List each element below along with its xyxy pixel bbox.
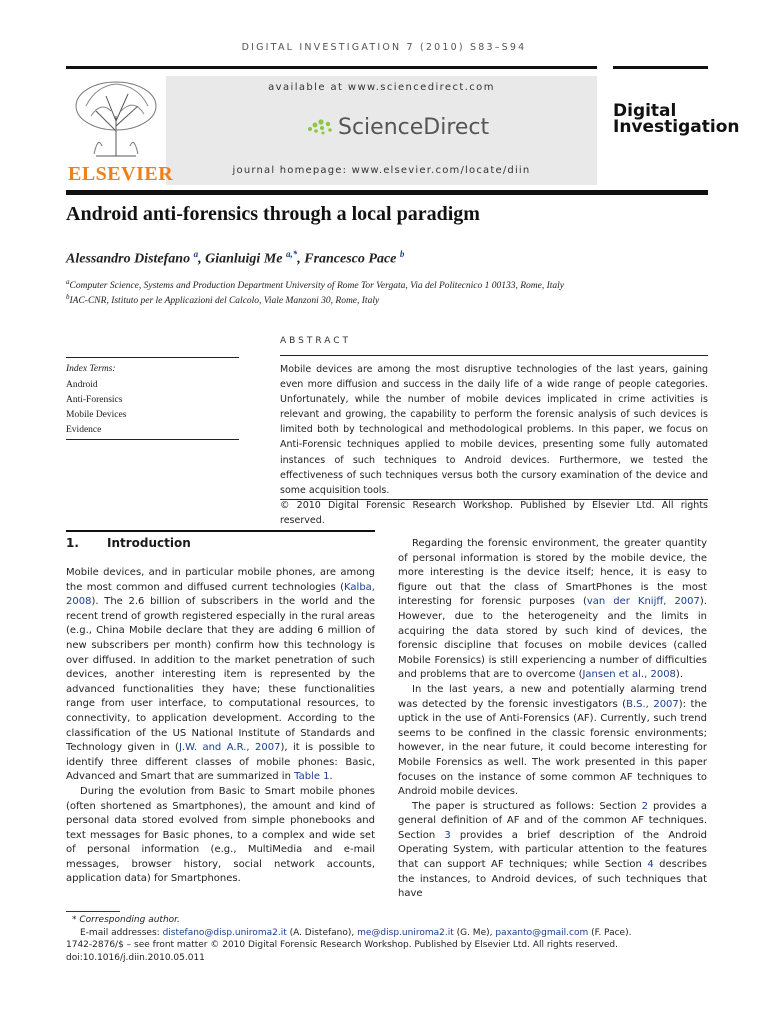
email-link[interactable]: distefano@disp.uniroma2.it bbox=[162, 927, 287, 938]
author-name[interactable]: Gianluigi Me bbox=[205, 251, 283, 267]
citation-link[interactable]: van der Knijff, 2007 bbox=[586, 596, 700, 608]
abstract-heading: ABSTRACT bbox=[280, 336, 352, 346]
author-sup: b bbox=[399, 249, 405, 259]
abstract-bottom-rule bbox=[280, 499, 708, 500]
index-terms-top-rule bbox=[66, 357, 239, 358]
author-name[interactable]: Francesco Pace bbox=[304, 251, 397, 267]
sciencedirect-logo bbox=[306, 115, 489, 140]
header-rule bbox=[66, 190, 708, 195]
top-rule bbox=[66, 66, 597, 69]
citation-link[interactable]: B.S., 2007 bbox=[626, 698, 679, 710]
abstract-body bbox=[280, 362, 708, 528]
footnotes bbox=[66, 914, 706, 964]
paragraph: During the evolution from Basic to Smart mobile phones (often shortened as Smartphones), the amount and kind of personal data stored evolved from simple phonebooks and text messages for Basic phones, to a complex and wide set of personal information (e.g., MultiMedia and e-mail messages, browser history, social network accounts, application data) for Smartphones. bbox=[66, 785, 375, 885]
body-column-left bbox=[66, 566, 375, 887]
elsevier-wordmark: ELSEVIER bbox=[68, 163, 174, 185]
issn-line: 1742-2876/$ – see front matter © 2010 Digital Forensic Research Workshop. Published by Elsevier Ltd. All rights reserved. bbox=[66, 940, 618, 950]
citation-link[interactable]: Kalba, 2008 bbox=[66, 581, 375, 608]
section-rule bbox=[66, 530, 375, 532]
doi-line[interactable]: doi:10.1016/j.diin.2010.05.011 bbox=[66, 952, 205, 963]
corresponding-author-note: * Corresponding author. bbox=[72, 915, 180, 925]
index-term: Android bbox=[66, 380, 98, 390]
section-heading bbox=[66, 536, 191, 550]
footnote-rule bbox=[66, 911, 120, 912]
running-head: DIGITAL INVESTIGATION 7 (2010) S83–S94 bbox=[241, 42, 527, 53]
author-name[interactable]: Alessandro Distefano bbox=[66, 251, 191, 267]
section-title: Introduction bbox=[107, 536, 191, 550]
email-link[interactable]: me@disp.uniroma2.it bbox=[357, 927, 454, 938]
top-rule-right bbox=[613, 66, 708, 69]
email-line: E-mail addresses: distefano@disp.uniroma2.it (A. Distefano), me@disp.uniroma2.it (G. Me), paxanto@gmail.com (F. Pace). bbox=[80, 927, 632, 938]
section-link[interactable]: 3 bbox=[444, 829, 451, 841]
index-terms-heading: Index Terms: bbox=[66, 364, 116, 374]
article-title: Android anti-forensics through a local paradigm bbox=[66, 203, 480, 225]
brand-line-1: Digital bbox=[613, 101, 677, 121]
index-term: Mobile Devices bbox=[66, 410, 127, 420]
index-term: Anti-Forensics bbox=[66, 395, 123, 405]
available-at-link[interactable]: available at www.sciencedirect.com bbox=[268, 82, 495, 93]
sciencedirect-wordmark: ScienceDirect bbox=[338, 115, 490, 140]
section-link[interactable]: 2 bbox=[641, 800, 648, 812]
author-sup: a,* bbox=[285, 249, 298, 259]
author-list: Alessandro Distefano $^a$, Gianluigi Me $^{a,*}$, Francesco Pace $^b$ bbox=[66, 249, 405, 267]
journal-homepage-link[interactable]: journal homepage: www.elsevier.com/locate/diin bbox=[232, 165, 531, 176]
section-link[interactable]: 4 bbox=[647, 859, 654, 871]
abstract-top-rule bbox=[280, 355, 708, 356]
paragraph: In the last years, a new and potentially alarming trend was detected by the forensic investigators (B.S., 2007): the uptick in the use of Anti-Forensics (AF). Currently, such trend seems to be confined in the classic forensic environments; however, in the near future, it could become interesting for Mobile Forensics as well. The work presented in this paper focuses on the instance of some common AF techniques to Android mobile devices. bbox=[398, 683, 707, 798]
author-sup: a bbox=[193, 249, 199, 259]
section-number: 1. bbox=[66, 536, 79, 550]
abstract-paragraph: Mobile devices are among the most disruptive technologies of the last years, gaining even more diffusion and success in the daily life of a wide range of people categories. Unfortunately, while the number of mobile devices implicated in crime activities is relevant and growing, the capability to perform the forensic analysis of such devices is limited both by technological and methodological problems. In this paper, we focus on Anti-Forensic techniques applied to mobile devices, presenting some fully automated instances of such techniques to Android devices. Furthermore, we tested the effectiveness of such techniques versus both the cursory examination of the device and some acquisition tools. bbox=[280, 364, 708, 496]
paragraph: Regarding the forensic environment, the greater quantity of personal information is stored by the mobile device, the more interesting is the device itself; hence, it is easy to figure out that the class of SmartPhones is the most interesting for forensic purposes (van der Knijff, 2007). However, due to the heterogeneity and the limits in acquiring the data stored by such kind of devices, the forensic discipline that focuses on mobile devices (called Mobile Forensics) is still experiencing a number of difficulties and problems that are to overcome (Jansen et al., 2008). bbox=[398, 538, 707, 681]
affiliation-b: $^b$IAC-CNR, Istituto per le Applicazioni del Calcolo, Viale Manzoni 30, Rome, Italy bbox=[66, 293, 380, 307]
index-terms-bottom-rule bbox=[66, 439, 239, 440]
index-term: Evidence bbox=[66, 425, 102, 435]
digital-investigation-logo bbox=[613, 103, 740, 135]
paragraph: The paper is structured as follows: Section 2 provides a general definition of AF and of the common AF techniques. Section 3 provides a brief description of the Android Operating System, with particular attention to the features that can support AF techniques; while Section 4 describes the instances, to Android devices, of such techniques that have bbox=[398, 800, 707, 900]
citation-link[interactable]: Jansen et al., 2008 bbox=[582, 669, 676, 681]
table-link[interactable]: Table 1 bbox=[294, 771, 330, 783]
brand-line-2: Investigation bbox=[613, 117, 740, 137]
affiliation-a: $^a$Computer Science, Systems and Production Department University of Rome Tor Vergata, Via del Politecnico 1 00133, Rome, Italy bbox=[66, 278, 565, 292]
email-link[interactable]: paxanto@gmail.com bbox=[495, 927, 589, 938]
paragraph: Mobile devices, and in particular mobile phones, are among the most common and diffused current technologies (Kalba, 2008). The 2.6 billion of subscribers in the world and the recent trend of growth registered especially in the rural areas (e.g., China Mobile declare that they are adding 6 million of new subscribers per month) confirm how this technology is over diffused. In addition to the market penetration of such devices, another interesting item is represented by the advanced functionalities they have; these functionalities range from user interface, to computational resources, to connectivity, to application development. According to the classification of the US National Institute of Standards and Technology given in (J.W. and A.R., 2007), it is possible to identify three different classes of mobile phones: Basic, Advanced and Smart that are summarized in Table 1. bbox=[66, 567, 376, 783]
body-column-right bbox=[398, 537, 707, 902]
abstract-copyright: © 2010 Digital Forensic Research Workshop. Published by Elsevier Ltd. All rights reserved. bbox=[280, 499, 708, 526]
index-terms-list bbox=[66, 378, 126, 438]
citation-link[interactable]: J.W. and A.R., 2007 bbox=[178, 742, 281, 754]
